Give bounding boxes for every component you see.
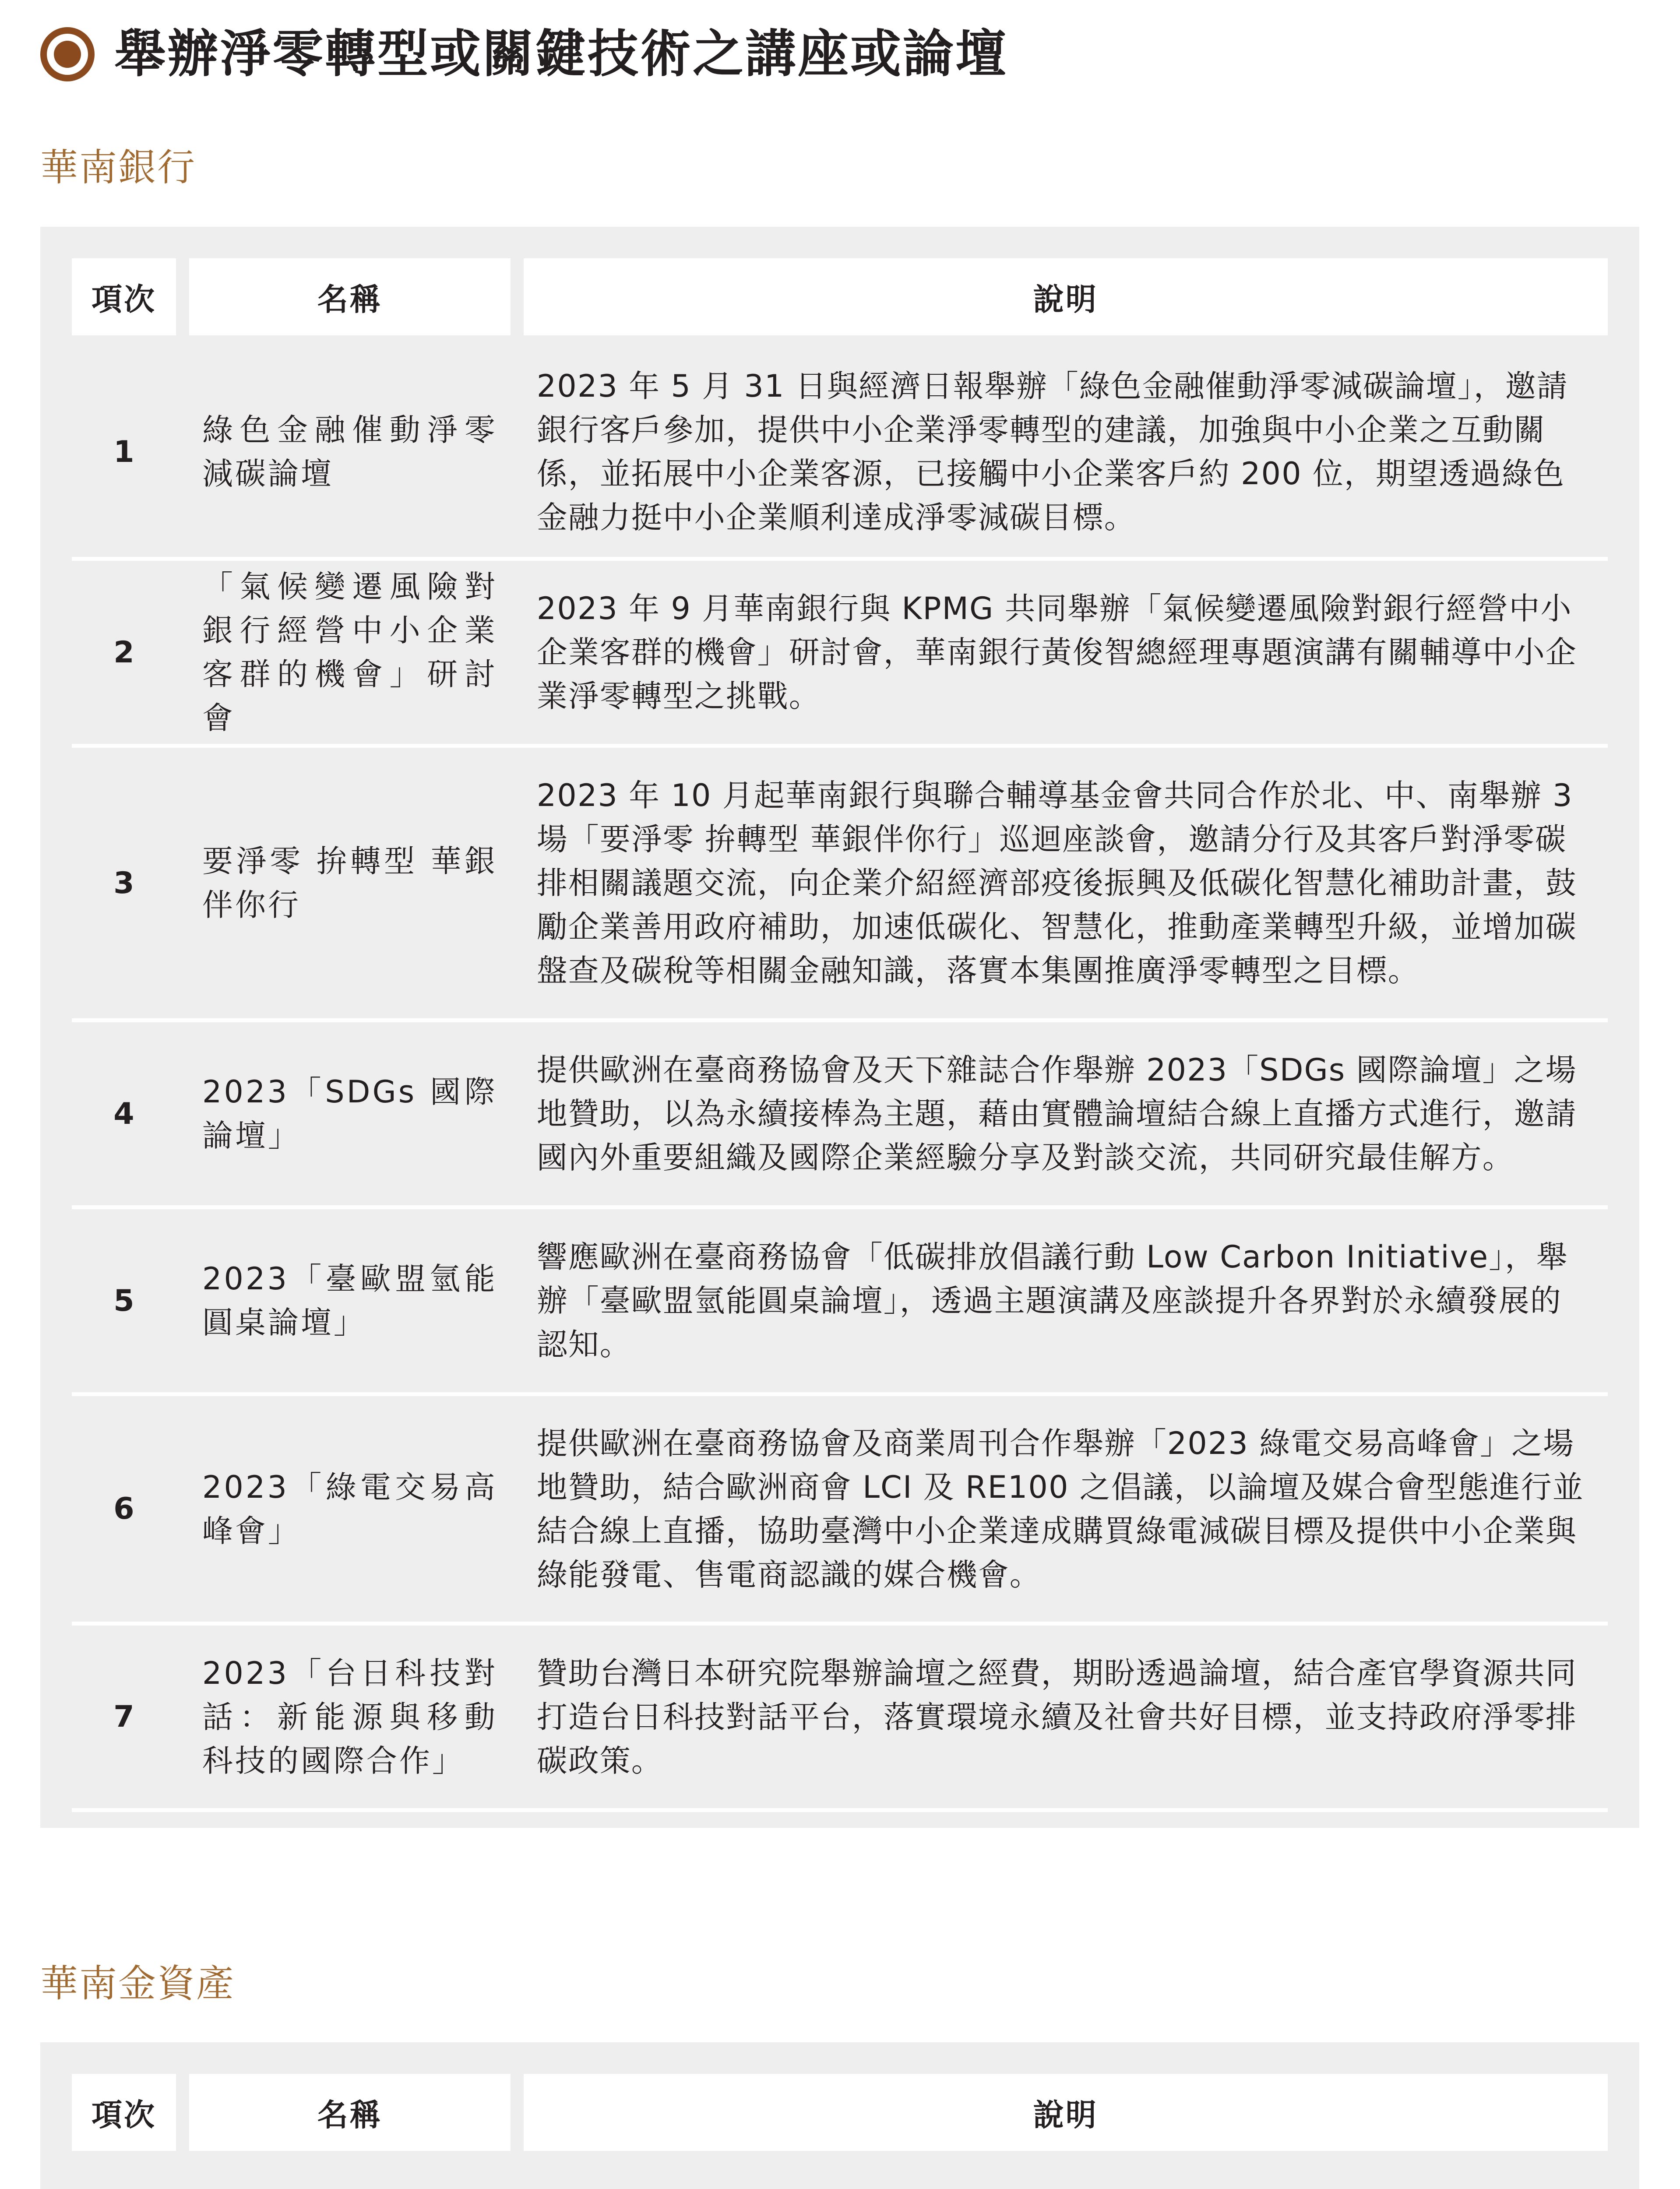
row-number: 6 <box>113 1492 134 1526</box>
row-description: 贊助台灣日本研究院舉辦論壇之經費，期盼透過論壇，結合產官學資源共同打造台日科技對話平台，落實環境永續及社會共好目標，並支持政府淨零排碳政策。 <box>536 1655 1577 1779</box>
row-number: 3 <box>113 866 134 901</box>
row-number: 5 <box>113 1283 134 1318</box>
table-row <box>72 1626 1608 1812</box>
row-description <box>524 2162 1608 2189</box>
row-number <box>72 2162 176 2189</box>
row-description: 2023 年 9 月華南銀行與 KPMG 共同舉辦「氣候變遷風險對銀行經營中小企業客群的機會」研討會，華南銀行黃俊智總經理專題演講有關輔導中小企業淨零轉型之挑戰。 <box>536 591 1577 714</box>
column-header-description: 說明 <box>524 2074 1608 2151</box>
section-heading-hua-nan-asset: 華南金資產 <box>40 1962 235 2006</box>
row-name: 2023「臺歐盟氫能圓桌論壇」 <box>202 1261 497 1341</box>
row-number: 1 <box>113 434 134 469</box>
column-header-name: 名稱 <box>189 258 511 335</box>
row-number: 4 <box>113 1096 134 1131</box>
table-row <box>72 748 1608 1022</box>
radio-bullet-icon <box>40 27 95 81</box>
row-name: 要淨零 拚轉型 華銀伴你行 <box>202 843 497 923</box>
table-row <box>72 2162 1608 2189</box>
table-row <box>72 347 1608 561</box>
column-header-description: 說明 <box>524 258 1608 335</box>
column-header-no: 項次 <box>72 258 176 335</box>
row-description: 響應歐洲在臺商務協會「低碳排放倡議行動 Low Carbon Initiative」，舉辦「臺歐盟氫能圓桌論壇」，透過主題演講及座談提升各界對於永續發展的認知。 <box>536 1239 1568 1362</box>
row-description: 2023 年 10 月起華南銀行與聯合輔導基金會共同合作於北、中、南舉辦 3 場「要淨零 拚轉型 華銀伴你行」巡迴座談會，邀請分行及其客戶對淨零碳排相關議題交流，向企業介紹經濟部疫後振興及低碳化智慧化補助計畫，鼓勵企業善用政府補助，加速低碳化、智慧化，推動產業轉型升級，並增加碳盤查及碳稅等相關金融知識，落實本集團推廣淨零轉型之目標。 <box>536 778 1577 989</box>
table-panel <box>40 2042 1639 2189</box>
row-number: 7 <box>113 1700 134 1734</box>
table-panel <box>40 227 1639 1828</box>
table-header <box>72 258 1608 335</box>
row-name: 綠色金融催動淨零減碳論壇 <box>202 412 497 492</box>
table-header <box>72 2074 1608 2151</box>
column-header-no: 項次 <box>72 2074 176 2151</box>
row-name: 2023「SDGs 國際論壇」 <box>202 1074 497 1154</box>
table-row <box>72 1209 1608 1396</box>
row-description: 2023 年 5 月 31 日與經濟日報舉辦「綠色金融催動淨零減碳論壇」，邀請銀行客戶參加，提供中小企業淨零轉型的建議，加強與中小企業之互動關係，並拓展中小企業客源，已接觸中小企業客戶約 200 位，期望透過綠色金融力挺中小企業順利達成淨零減碳目標。 <box>536 368 1568 535</box>
table-row <box>72 561 1608 748</box>
page-title-row <box>40 25 1008 84</box>
page-title: 舉辦淨零轉型或關鍵技術之講座或論壇 <box>115 25 1008 84</box>
row-name: 2023「綠電交易高峰會」 <box>202 1469 497 1549</box>
row-number: 2 <box>113 635 134 670</box>
row-name: 「氣候變遷風險對銀行經營中小企業客群的機會」研討會 <box>202 569 497 736</box>
section-heading-hua-nan-bank: 華南銀行 <box>40 146 196 190</box>
column-header-name: 名稱 <box>189 2074 511 2151</box>
row-name <box>189 2162 511 2189</box>
row-description: 提供歐洲在臺商務協會及商業周刊合作舉辦「2023 綠電交易高峰會」之場地贊助，結合歐洲商會 LCI 及 RE100 之倡議，以論壇及媒合會型態進行並結合線上直播，協助臺灣中小企業達成購買綠電減碳目標及提供中小企業與綠能發電、售電商認識的媒合機會。 <box>536 1425 1584 1593</box>
row-description: 提供歐洲在臺商務協會及天下雜誌合作舉辦 2023「SDGs 國際論壇」之場地贊助，以為永續接棒為主題，藉由實體論壇結合線上直播方式進行，邀請國內外重要組織及國際企業經驗分享及對談交流，共同研究最佳解方。 <box>536 1052 1577 1175</box>
row-name: 2023「台日科技對話：新能源與移動科技的國際合作」 <box>202 1655 497 1779</box>
table-row <box>72 1396 1608 1626</box>
table-row <box>72 1022 1608 1209</box>
